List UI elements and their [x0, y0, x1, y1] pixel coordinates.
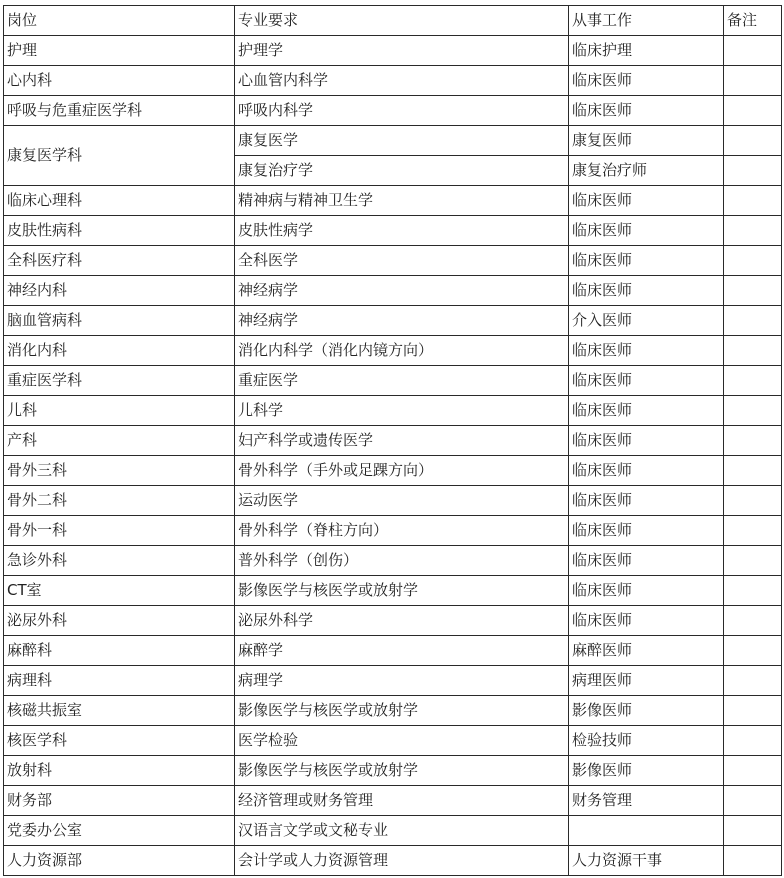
cell-position: CT室: [4, 576, 235, 606]
cell-position: 核磁共振室: [4, 696, 235, 726]
cell-major: 神经病学: [235, 276, 569, 306]
cell-note: [724, 786, 782, 816]
table-row: [4, 336, 782, 366]
cell-position: 消化内科: [4, 336, 235, 366]
cell-major: 经济管理或财务管理: [235, 786, 569, 816]
table-row: [4, 666, 782, 696]
cell-position: 皮肤性病科: [4, 216, 235, 246]
cell-position: 人力资源部: [4, 846, 235, 876]
table-row: [4, 396, 782, 426]
cell-note: [724, 606, 782, 636]
cell-position: 产科: [4, 426, 235, 456]
cell-work: 临床医师: [569, 456, 724, 486]
cell-note: [724, 246, 782, 276]
cell-position: 康复医学科: [4, 126, 235, 186]
cell-note: [724, 276, 782, 306]
cell-note: [724, 726, 782, 756]
cell-position: 临床心理科: [4, 186, 235, 216]
table-row: [4, 216, 782, 246]
cell-position: 泌尿外科: [4, 606, 235, 636]
table-row: [4, 726, 782, 756]
cell-major: 消化内科学（消化内镜方向）: [235, 336, 569, 366]
cell-major: 呼吸内科学: [235, 96, 569, 126]
cell-major: 骨外科学（脊柱方向）: [235, 516, 569, 546]
cell-position: 骨外三科: [4, 456, 235, 486]
cell-position: 骨外一科: [4, 516, 235, 546]
header-row: [4, 6, 782, 36]
cell-major: 病理学: [235, 666, 569, 696]
cell-note: [724, 546, 782, 576]
cell-work: 临床护理: [569, 36, 724, 66]
cell-work: 临床医师: [569, 396, 724, 426]
cell-work: 临床医师: [569, 606, 724, 636]
header-note: 备注: [724, 6, 782, 36]
cell-major: 儿科学: [235, 396, 569, 426]
cell-note: [724, 666, 782, 696]
cell-major: 精神病与精神卫生学: [235, 186, 569, 216]
cell-note: [724, 66, 782, 96]
cell-major: 影像医学与核医学或放射学: [235, 696, 569, 726]
cell-work: 临床医师: [569, 486, 724, 516]
cell-work: 麻醉医师: [569, 636, 724, 666]
cell-work: 介入医师: [569, 306, 724, 336]
cell-work: 康复医师: [569, 126, 724, 156]
cell-position: 麻醉科: [4, 636, 235, 666]
table-row: [4, 246, 782, 276]
cell-position: 核医学科: [4, 726, 235, 756]
cell-major: 心血管内科学: [235, 66, 569, 96]
cell-note: [724, 306, 782, 336]
cell-note: [724, 366, 782, 396]
cell-major: 普外科学（创伤）: [235, 546, 569, 576]
table-row: [4, 816, 782, 846]
cell-work: 临床医师: [569, 426, 724, 456]
cell-work: 人力资源干事: [569, 846, 724, 876]
table-row: [4, 306, 782, 336]
cell-work: 临床医师: [569, 246, 724, 276]
header-position: 岗位: [4, 6, 235, 36]
cell-work: 病理医师: [569, 666, 724, 696]
table-row: [4, 606, 782, 636]
cell-position: 护理: [4, 36, 235, 66]
table-row: [4, 276, 782, 306]
job-requirements-table: [3, 5, 782, 876]
cell-note: [724, 816, 782, 846]
cell-major: 骨外科学（手外或足踝方向）: [235, 456, 569, 486]
header-major: 专业要求: [235, 6, 569, 36]
cell-work: 临床医师: [569, 96, 724, 126]
cell-note: [724, 336, 782, 366]
cell-major: 重症医学: [235, 366, 569, 396]
cell-work: 临床医师: [569, 516, 724, 546]
table-row: [4, 96, 782, 126]
cell-major: 医学检验: [235, 726, 569, 756]
cell-note: [724, 576, 782, 606]
cell-major: 泌尿外科学: [235, 606, 569, 636]
table-row: [4, 576, 782, 606]
table-row: [4, 546, 782, 576]
cell-note: [724, 636, 782, 666]
table-row: [4, 756, 782, 786]
table-row: [4, 696, 782, 726]
cell-note: [724, 216, 782, 246]
cell-position: 急诊外科: [4, 546, 235, 576]
cell-work: 康复治疗师: [569, 156, 724, 186]
cell-position: 神经内科: [4, 276, 235, 306]
cell-position: 呼吸与危重症医学科: [4, 96, 235, 126]
cell-note: [724, 846, 782, 876]
cell-note: [724, 156, 782, 186]
cell-note: [724, 696, 782, 726]
cell-major: 影像医学与核医学或放射学: [235, 576, 569, 606]
cell-position: 重症医学科: [4, 366, 235, 396]
cell-position: 脑血管病科: [4, 306, 235, 336]
cell-major: 影像医学与核医学或放射学: [235, 756, 569, 786]
table-row: [4, 486, 782, 516]
cell-major: 妇产科学或遗传医学: [235, 426, 569, 456]
cell-work: 临床医师: [569, 576, 724, 606]
cell-work: 影像医师: [569, 756, 724, 786]
table-row: [4, 846, 782, 876]
table-body: [4, 36, 782, 876]
table-row: [4, 66, 782, 96]
cell-note: [724, 486, 782, 516]
cell-major: 麻醉学: [235, 636, 569, 666]
cell-major: 全科医学: [235, 246, 569, 276]
cell-work: 临床医师: [569, 546, 724, 576]
table-row: [4, 426, 782, 456]
cell-note: [724, 36, 782, 66]
cell-note: [724, 456, 782, 486]
cell-position: 儿科: [4, 396, 235, 426]
cell-major: 皮肤性病学: [235, 216, 569, 246]
table-header: [4, 6, 782, 36]
cell-note: [724, 126, 782, 156]
table-row: [4, 516, 782, 546]
cell-note: [724, 186, 782, 216]
table-row: [4, 126, 782, 156]
cell-position: 心内科: [4, 66, 235, 96]
cell-note: [724, 426, 782, 456]
cell-work: 财务管理: [569, 786, 724, 816]
cell-note: [724, 516, 782, 546]
cell-work: 临床医师: [569, 336, 724, 366]
table-row: [4, 366, 782, 396]
cell-position: 全科医疗科: [4, 246, 235, 276]
header-work: 从事工作: [569, 6, 724, 36]
cell-work: 检验技师: [569, 726, 724, 756]
table-row: [4, 36, 782, 66]
cell-major: 护理学: [235, 36, 569, 66]
cell-position: 病理科: [4, 666, 235, 696]
cell-major: 康复治疗学: [235, 156, 569, 186]
cell-position: 骨外二科: [4, 486, 235, 516]
cell-major: 康复医学: [235, 126, 569, 156]
cell-work: 临床医师: [569, 216, 724, 246]
cell-major: 会计学或人力资源管理: [235, 846, 569, 876]
cell-work: 临床医师: [569, 186, 724, 216]
cell-note: [724, 96, 782, 126]
cell-note: [724, 756, 782, 786]
cell-position: 财务部: [4, 786, 235, 816]
cell-major: 运动医学: [235, 486, 569, 516]
table-row: [4, 636, 782, 666]
cell-work: 临床医师: [569, 66, 724, 96]
cell-work: 影像医师: [569, 696, 724, 726]
cell-position: 党委办公室: [4, 816, 235, 846]
cell-major: 汉语言文学或文秘专业: [235, 816, 569, 846]
cell-position: 放射科: [4, 756, 235, 786]
table-row: [4, 786, 782, 816]
cell-work: 临床医师: [569, 276, 724, 306]
table-row: [4, 456, 782, 486]
table-row: [4, 186, 782, 216]
cell-work: 临床医师: [569, 366, 724, 396]
cell-note: [724, 396, 782, 426]
cell-major: 神经病学: [235, 306, 569, 336]
cell-work: [569, 816, 724, 846]
